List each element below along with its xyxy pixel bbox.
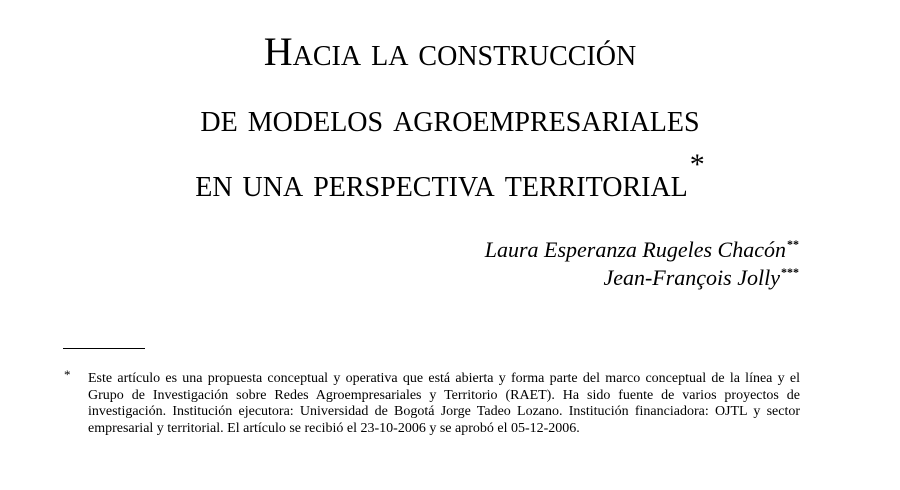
article-title-line-1: Hacia la construcción [263,29,637,74]
author-1-name: Laura Esperanza Rugeles Chacón [484,237,786,262]
footnote-marker: * [64,367,71,382]
author-2 [603,266,799,293]
article-title-line-2: de modelos agroempresariales [200,95,700,140]
author-1 [485,238,799,265]
footnote-text: Este artículo es una propuesta conceptual y operativa que está abierta y forma parte del marco conceptual de la línea y el Grupo de Investigación sobre Redes Agroempresariales y Territorio (RAET). Ha sido fuente de varios proyectos de investigación. Institución ejecutora: Universidad de Bogotá Jorge Tadeo Lozano. Institución financiadora: OJTL y sector empresarial y territorial. El artículo se recibió el 23-10-2006 y se aprobó el 05-12-2006. [88,371,800,436]
author-2-name: Jean-François Jolly [603,265,780,290]
article-title-line-3 [0,148,900,207]
article-title-line-3-text: en una perspectiva territorial [195,160,688,205]
author-2-mark: *** [781,265,799,279]
author-1-mark: ** [787,237,799,251]
title-footnote-mark: * [689,148,705,181]
footnote-separator [63,348,145,349]
